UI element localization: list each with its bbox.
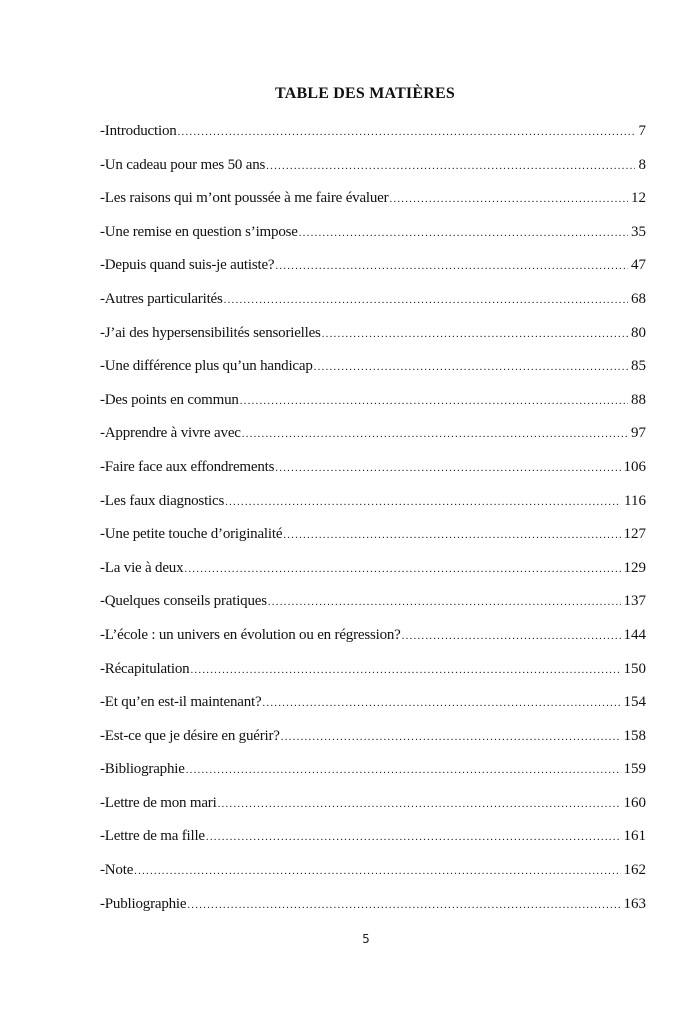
toc-entry-page: 12 xyxy=(631,190,646,207)
toc-entry-originalite[interactable] xyxy=(100,523,646,557)
toc-entry-page: 127 xyxy=(623,526,646,543)
dot-leader xyxy=(242,423,628,445)
toc-entry-label: -Les raisons qui m’ont poussée à me faire évaluer xyxy=(100,190,389,207)
dot-leader xyxy=(218,793,621,815)
toc-entry-une-difference[interactable] xyxy=(100,355,646,389)
toc-entry-depuis-quand[interactable] xyxy=(100,254,646,288)
toc-entry-page: 97 xyxy=(631,425,646,442)
toc-entry-label: -Depuis quand suis-je autiste? xyxy=(100,257,275,274)
dot-leader xyxy=(178,121,635,143)
toc-entry-label: -Les faux diagnostics xyxy=(100,492,225,509)
toc-entry-label: -Une remise en question s’impose xyxy=(100,223,298,240)
toc-entry-label: -Une différence plus qu’un handicap xyxy=(100,358,313,375)
toc-entry-page: 88 xyxy=(631,391,646,408)
toc-entry-page: 158 xyxy=(623,727,646,744)
dot-leader xyxy=(190,659,620,681)
toc-entry-label: -Faire face aux effondrements xyxy=(100,458,275,475)
toc-entry-page: 35 xyxy=(631,223,646,240)
toc-entry-label: -Récapitulation xyxy=(100,660,190,677)
toc-entry-label: -Introduction xyxy=(100,123,177,139)
page-number: 5 xyxy=(362,932,370,946)
dot-leader xyxy=(240,390,628,412)
table-of-contents xyxy=(100,120,646,926)
toc-entry-conseils-pratiques[interactable] xyxy=(100,590,646,624)
dot-leader xyxy=(262,692,620,714)
toc-entry-les-raisons[interactable] xyxy=(100,187,646,221)
dot-leader xyxy=(275,255,628,277)
dot-leader xyxy=(134,860,620,882)
toc-entry-label: -J’ai des hypersensibilités sensorielles xyxy=(100,324,321,341)
toc-entry-page: 116 xyxy=(624,492,646,509)
toc-entry-label: -Et qu’en est-il maintenant? xyxy=(100,694,262,711)
toc-entry-page: 80 xyxy=(631,324,646,341)
toc-entry-ecole[interactable] xyxy=(100,624,646,658)
toc-entry-remise-en-question[interactable] xyxy=(100,221,646,255)
toc-entry-recapitulation[interactable] xyxy=(100,658,646,692)
toc-entry-page: 162 xyxy=(623,862,646,879)
toc-entry-page: 106 xyxy=(623,458,646,475)
toc-entry-label: -Bibliographie xyxy=(100,761,185,778)
toc-entry-label: -Des points en commun xyxy=(100,391,239,408)
dot-leader xyxy=(266,155,635,177)
toc-entry-page: 159 xyxy=(623,761,646,778)
toc-entry-label: -La vie à deux xyxy=(100,559,184,576)
toc-entry-page: 163 xyxy=(623,895,646,912)
toc-entry-effondrements[interactable] xyxy=(100,456,646,490)
toc-entry-hypersensibilites[interactable] xyxy=(100,322,646,356)
toc-entry-page: 150 xyxy=(623,660,646,677)
toc-entry-un-cadeau[interactable] xyxy=(100,154,646,188)
toc-entry-page: 8 xyxy=(638,156,646,173)
toc-entry-lettre-fille[interactable] xyxy=(100,825,646,859)
toc-entry-points-en-commun[interactable] xyxy=(100,389,646,423)
toc-entry-label: -Lettre de mon mari xyxy=(100,794,217,811)
toc-entry-page: 154 xyxy=(623,694,646,711)
toc-entry-maintenant[interactable] xyxy=(100,691,646,725)
toc-entry-label: -Quelques conseils pratiques xyxy=(100,593,267,610)
toc-entry-label: -Un cadeau pour mes 50 ans xyxy=(100,156,266,173)
dot-leader xyxy=(206,826,621,848)
dot-leader xyxy=(268,591,621,613)
dot-leader xyxy=(184,558,620,580)
toc-entry-label: -Autres particularités xyxy=(100,290,223,307)
toc-entry-page: 137 xyxy=(623,593,646,610)
toc-entry-label: -Publiographie xyxy=(100,895,187,912)
toc-entry-page: 161 xyxy=(623,828,646,845)
toc-title: TABLE DES MATIÈRES xyxy=(275,85,455,102)
dot-leader xyxy=(402,625,621,647)
dot-leader xyxy=(314,356,628,378)
toc-entry-guerir[interactable] xyxy=(100,725,646,759)
toc-entry-apprendre-a-vivre[interactable] xyxy=(100,422,646,456)
dot-leader xyxy=(225,491,621,513)
toc-entry-label: -Note xyxy=(100,862,134,879)
toc-entry-introduction[interactable] xyxy=(100,120,646,154)
toc-entry-page: 129 xyxy=(623,559,646,576)
dot-leader xyxy=(187,894,620,916)
dot-leader xyxy=(275,457,620,479)
toc-entry-label: -Lettre de ma fille xyxy=(100,828,205,845)
toc-entry-page: 47 xyxy=(631,257,646,274)
dot-leader xyxy=(281,726,621,748)
toc-entry-publiographie[interactable] xyxy=(100,893,646,927)
toc-entry-page: 160 xyxy=(623,794,646,811)
toc-entry-label: -Une petite touche d’originalité xyxy=(100,526,283,543)
dot-leader xyxy=(224,289,628,311)
toc-entry-label: -L’école : un univers en évolution ou en régression? xyxy=(100,626,401,643)
dot-leader xyxy=(322,323,628,345)
dot-leader xyxy=(283,524,620,546)
toc-entry-label: -Est-ce que je désire en guérir? xyxy=(100,727,280,744)
toc-entry-page: 144 xyxy=(623,626,646,643)
toc-entry-lettre-mari[interactable] xyxy=(100,792,646,826)
dot-leader xyxy=(389,188,628,210)
toc-entry-label: -Apprendre à vivre avec xyxy=(100,425,241,442)
toc-entry-page: 85 xyxy=(631,358,646,375)
toc-entry-page: 7 xyxy=(638,123,646,139)
dot-leader xyxy=(186,759,621,781)
toc-entry-vie-a-deux[interactable] xyxy=(100,557,646,591)
toc-entry-faux-diagnostics[interactable] xyxy=(100,490,646,524)
toc-entry-note[interactable] xyxy=(100,859,646,893)
toc-entry-bibliographie[interactable] xyxy=(100,758,646,792)
dot-leader xyxy=(299,222,628,244)
toc-entry-page: 68 xyxy=(631,290,646,307)
toc-entry-autres-particularites[interactable] xyxy=(100,288,646,322)
